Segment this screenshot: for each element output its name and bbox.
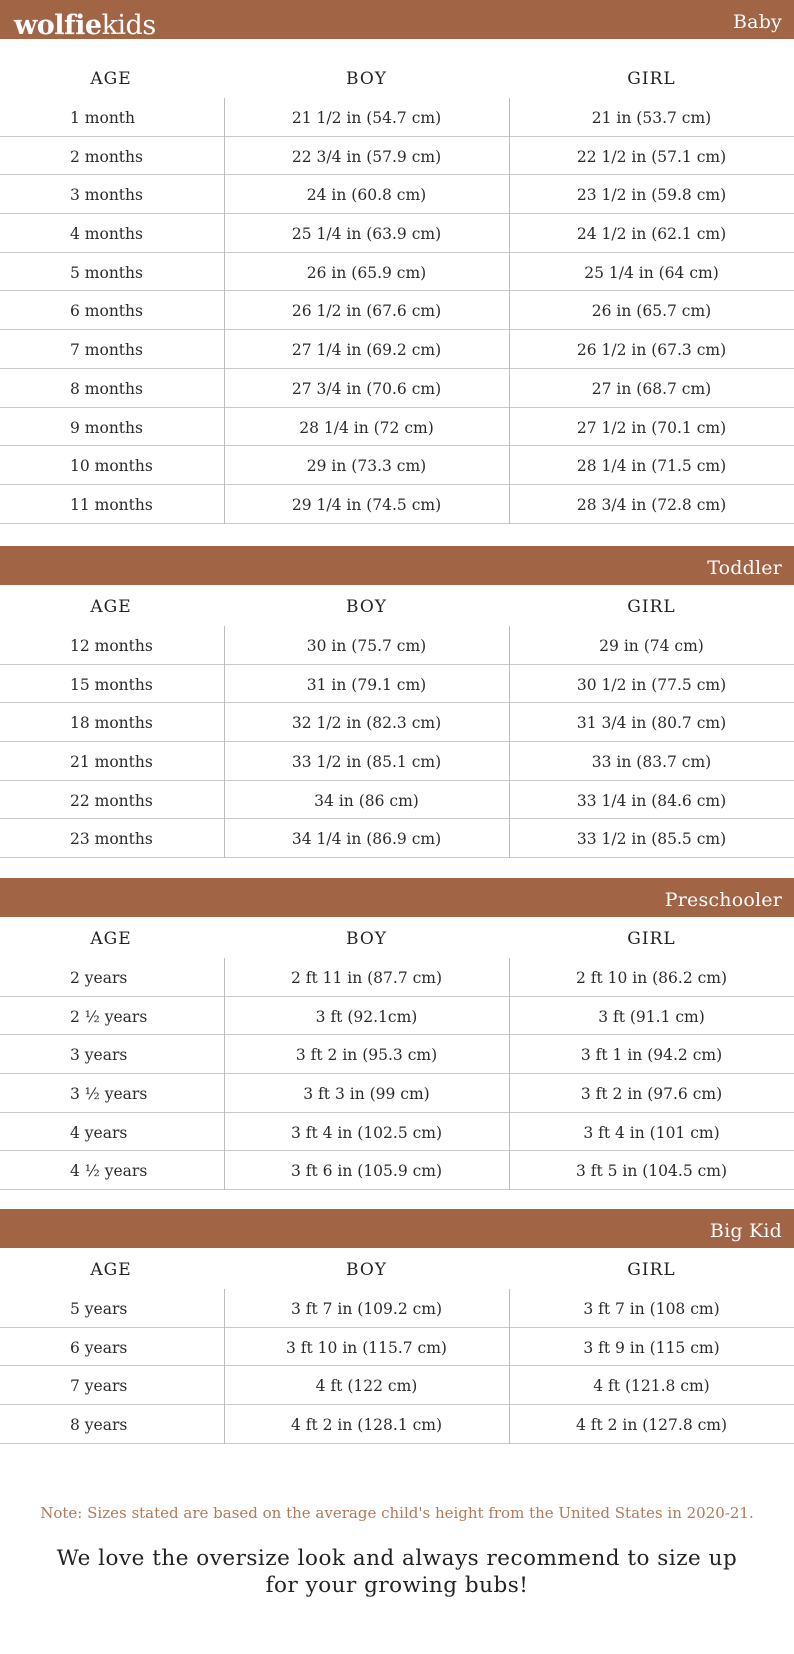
table-row	[0, 1366, 794, 1405]
girl-height-cell: 30 1/2 in (77.5 cm)	[576, 675, 727, 694]
section-label: Big Kid	[709, 1220, 782, 1242]
table-row	[0, 1151, 794, 1190]
age-cell: 12 months	[70, 637, 153, 655]
age-cell: 23 months	[70, 830, 153, 849]
section-band-big-kid	[0, 1209, 794, 1248]
table-body	[0, 1289, 794, 1444]
column-header-girl: GIRL	[627, 597, 676, 617]
boy-height-cell: 34 in (86 cm)	[314, 791, 419, 810]
age-cell: 22 months	[70, 791, 153, 810]
boy-height-cell: 2 ft 11 in (87.7 cm)	[290, 969, 443, 987]
boy-height-cell: 30 in (75.7 cm)	[306, 637, 427, 655]
table-row	[0, 291, 794, 330]
age-cell: 6 years	[70, 1338, 128, 1357]
boy-height-cell: 26 1/2 in (67.6 cm)	[291, 302, 442, 321]
table-body	[0, 958, 794, 1190]
girl-height-cell: 22 1/2 in (57.1 cm)	[576, 147, 727, 166]
girl-height-cell: 29 in (74 cm)	[599, 637, 704, 655]
age-cell: 18 months	[70, 714, 153, 733]
boy-height-cell: 27 3/4 in (70.6 cm)	[291, 379, 442, 398]
age-cell: 2 months	[70, 147, 143, 166]
age-cell: 11 months	[70, 495, 153, 514]
girl-height-cell: 28 3/4 in (72.8 cm)	[576, 495, 727, 514]
boy-height-cell: 3 ft 6 in (105.9 cm)	[290, 1162, 443, 1181]
closing-message	[0, 1545, 794, 1599]
boy-height-cell: 34 1/4 in (86.9 cm)	[291, 830, 442, 849]
girl-height-cell: 23 1/2 in (59.8 cm)	[576, 186, 727, 205]
girl-height-cell: 33 1/2 in (85.5 cm)	[576, 830, 727, 849]
boy-height-cell: 26 in (65.9 cm)	[306, 263, 427, 282]
section-label: Preschooler	[664, 889, 782, 911]
girl-height-cell: 3 ft 1 in (94.2 cm)	[580, 1046, 723, 1065]
column-divider-age-boy	[224, 98, 225, 524]
girl-height-cell: 27 in (68.7 cm)	[591, 379, 712, 398]
closing-line-2: for your growing bubs!	[265, 1573, 529, 1598]
boy-height-cell: 29 1/4 in (74.5 cm)	[291, 495, 442, 514]
section-band-baby	[0, 0, 794, 39]
column-divider-age-boy	[224, 1289, 225, 1444]
boy-height-cell: 21 1/2 in (54.7 cm)	[291, 109, 442, 127]
age-cell: 4 ½ years	[70, 1162, 148, 1181]
boy-height-cell: 33 1/2 in (85.1 cm)	[291, 753, 442, 772]
boy-height-cell: 3 ft (92.1cm)	[315, 1007, 418, 1026]
age-cell: 5 months	[70, 263, 143, 282]
girl-height-cell: 3 ft 5 in (104.5 cm)	[575, 1162, 728, 1181]
column-header-age: AGE	[90, 69, 132, 89]
girl-height-cell: 28 1/4 in (71.5 cm)	[576, 457, 727, 476]
age-cell: 8 months	[70, 379, 143, 398]
table-row	[0, 665, 794, 704]
age-cell: 1 month	[70, 109, 136, 127]
column-divider-age-boy	[224, 626, 225, 858]
column-divider-boy-girl	[509, 626, 510, 858]
size-table-big-kid	[0, 1248, 794, 1444]
column-header-age: AGE	[90, 1260, 132, 1280]
section-band-preschooler	[0, 878, 794, 917]
table-row	[0, 408, 794, 447]
table-row	[0, 1035, 794, 1074]
girl-height-cell: 3 ft 2 in (97.6 cm)	[580, 1085, 723, 1104]
boy-height-cell: 28 1/4 in (72 cm)	[299, 418, 434, 437]
age-cell: 4 years	[70, 1123, 128, 1142]
boy-height-cell: 27 1/4 in (69.2 cm)	[291, 341, 442, 360]
boy-height-cell: 25 1/4 in (63.9 cm)	[291, 225, 442, 244]
size-table-preschooler	[0, 917, 794, 1190]
table-row	[0, 1328, 794, 1367]
table-row	[0, 958, 794, 997]
column-header-boy: BOY	[346, 597, 387, 617]
boy-height-cell: 4 ft 2 in (128.1 cm)	[290, 1416, 443, 1435]
column-header-girl: GIRL	[627, 69, 676, 89]
column-divider-boy-girl	[509, 958, 510, 1190]
girl-height-cell: 27 1/2 in (70.1 cm)	[576, 418, 727, 437]
girl-height-cell: 26 1/2 in (67.3 cm)	[576, 341, 727, 360]
column-divider-age-boy	[224, 958, 225, 1190]
table-row	[0, 369, 794, 408]
column-header-girl: GIRL	[627, 929, 676, 949]
table-header	[0, 57, 794, 98]
table-row	[0, 137, 794, 176]
table-row	[0, 819, 794, 858]
age-cell: 3 ½ years	[70, 1085, 148, 1104]
boy-height-cell: 24 in (60.8 cm)	[306, 186, 427, 205]
boy-height-cell: 3 ft 7 in (109.2 cm)	[290, 1300, 443, 1318]
table-row	[0, 214, 794, 253]
table-body	[0, 626, 794, 858]
size-table-baby	[0, 57, 794, 524]
girl-height-cell: 26 in (65.7 cm)	[591, 302, 712, 321]
age-cell: 2 ½ years	[70, 1007, 148, 1026]
table-row	[0, 742, 794, 781]
column-divider-boy-girl	[509, 98, 510, 524]
table-row	[0, 485, 794, 524]
age-cell: 3 years	[70, 1046, 128, 1065]
table-row	[0, 1405, 794, 1444]
boy-height-cell: 31 in (79.1 cm)	[306, 675, 427, 694]
table-row	[0, 98, 794, 137]
age-cell: 5 years	[70, 1300, 128, 1318]
table-row	[0, 175, 794, 214]
sizing-note: Note: Sizes stated are based on the average child's height from the United States in 2020-21.	[40, 1504, 754, 1522]
age-cell: 21 months	[70, 753, 153, 772]
table-row	[0, 446, 794, 485]
column-header-girl: GIRL	[627, 1260, 676, 1280]
column-header-boy: BOY	[346, 1260, 387, 1280]
boy-height-cell: 29 in (73.3 cm)	[306, 457, 427, 476]
boy-height-cell: 3 ft 3 in (99 cm)	[303, 1085, 430, 1104]
table-body	[0, 98, 794, 524]
girl-height-cell: 33 1/4 in (84.6 cm)	[576, 791, 727, 810]
column-header-boy: BOY	[346, 69, 387, 89]
table-row	[0, 781, 794, 820]
section-label: Baby	[733, 11, 782, 33]
size-table-toddler	[0, 585, 794, 858]
girl-height-cell: 2 ft 10 in (86.2 cm)	[575, 969, 728, 987]
column-header-age: AGE	[90, 597, 132, 617]
section-band-toddler	[0, 546, 794, 585]
girl-height-cell: 24 1/2 in (62.1 cm)	[576, 225, 727, 244]
table-row	[0, 626, 794, 665]
boy-height-cell: 4 ft (122 cm)	[315, 1377, 418, 1396]
column-header-boy: BOY	[346, 929, 387, 949]
boy-height-cell: 32 1/2 in (82.3 cm)	[291, 714, 442, 733]
girl-height-cell: 21 in (53.7 cm)	[591, 109, 712, 127]
table-header	[0, 585, 794, 626]
closing-line-1: We love the oversize look and always recommend to size up	[56, 1546, 738, 1571]
age-cell: 9 months	[70, 418, 143, 437]
age-cell: 2 years	[70, 969, 128, 987]
table-row	[0, 703, 794, 742]
age-cell: 4 months	[70, 225, 143, 244]
boy-height-cell: 22 3/4 in (57.9 cm)	[291, 147, 442, 166]
table-row	[0, 1289, 794, 1328]
girl-height-cell: 33 in (83.7 cm)	[591, 753, 712, 772]
table-row	[0, 330, 794, 369]
boy-height-cell: 3 ft 4 in (102.5 cm)	[290, 1123, 443, 1142]
age-cell: 10 months	[70, 457, 153, 476]
girl-height-cell: 3 ft 7 in (108 cm)	[583, 1300, 720, 1318]
girl-height-cell: 3 ft 4 in (101 cm)	[583, 1123, 720, 1142]
table-row	[0, 1113, 794, 1152]
girl-height-cell: 3 ft 9 in (115 cm)	[583, 1338, 720, 1357]
boy-height-cell: 3 ft 2 in (95.3 cm)	[295, 1046, 438, 1065]
age-cell: 6 months	[70, 302, 143, 321]
column-divider-boy-girl	[509, 1289, 510, 1444]
girl-height-cell: 3 ft (91.1 cm)	[598, 1007, 705, 1026]
table-header	[0, 917, 794, 958]
girl-height-cell: 31 3/4 in (80.7 cm)	[576, 714, 727, 733]
age-cell: 7 years	[70, 1377, 128, 1396]
table-row	[0, 1074, 794, 1113]
age-cell: 15 months	[70, 675, 153, 694]
age-cell: 8 years	[70, 1416, 128, 1435]
boy-height-cell: 3 ft 10 in (115.7 cm)	[286, 1338, 447, 1357]
girl-height-cell: 4 ft (121.8 cm)	[593, 1377, 710, 1396]
section-label: Toddler	[707, 557, 782, 579]
girl-height-cell: 4 ft 2 in (127.8 cm)	[575, 1416, 728, 1435]
age-cell: 3 months	[70, 186, 143, 205]
age-cell: 7 months	[70, 341, 143, 360]
table-header	[0, 1248, 794, 1289]
table-row	[0, 253, 794, 292]
column-header-age: AGE	[90, 929, 132, 949]
girl-height-cell: 25 1/4 in (64 cm)	[584, 263, 719, 282]
table-row	[0, 997, 794, 1036]
brand-logo: wolfiekids	[14, 10, 156, 41]
